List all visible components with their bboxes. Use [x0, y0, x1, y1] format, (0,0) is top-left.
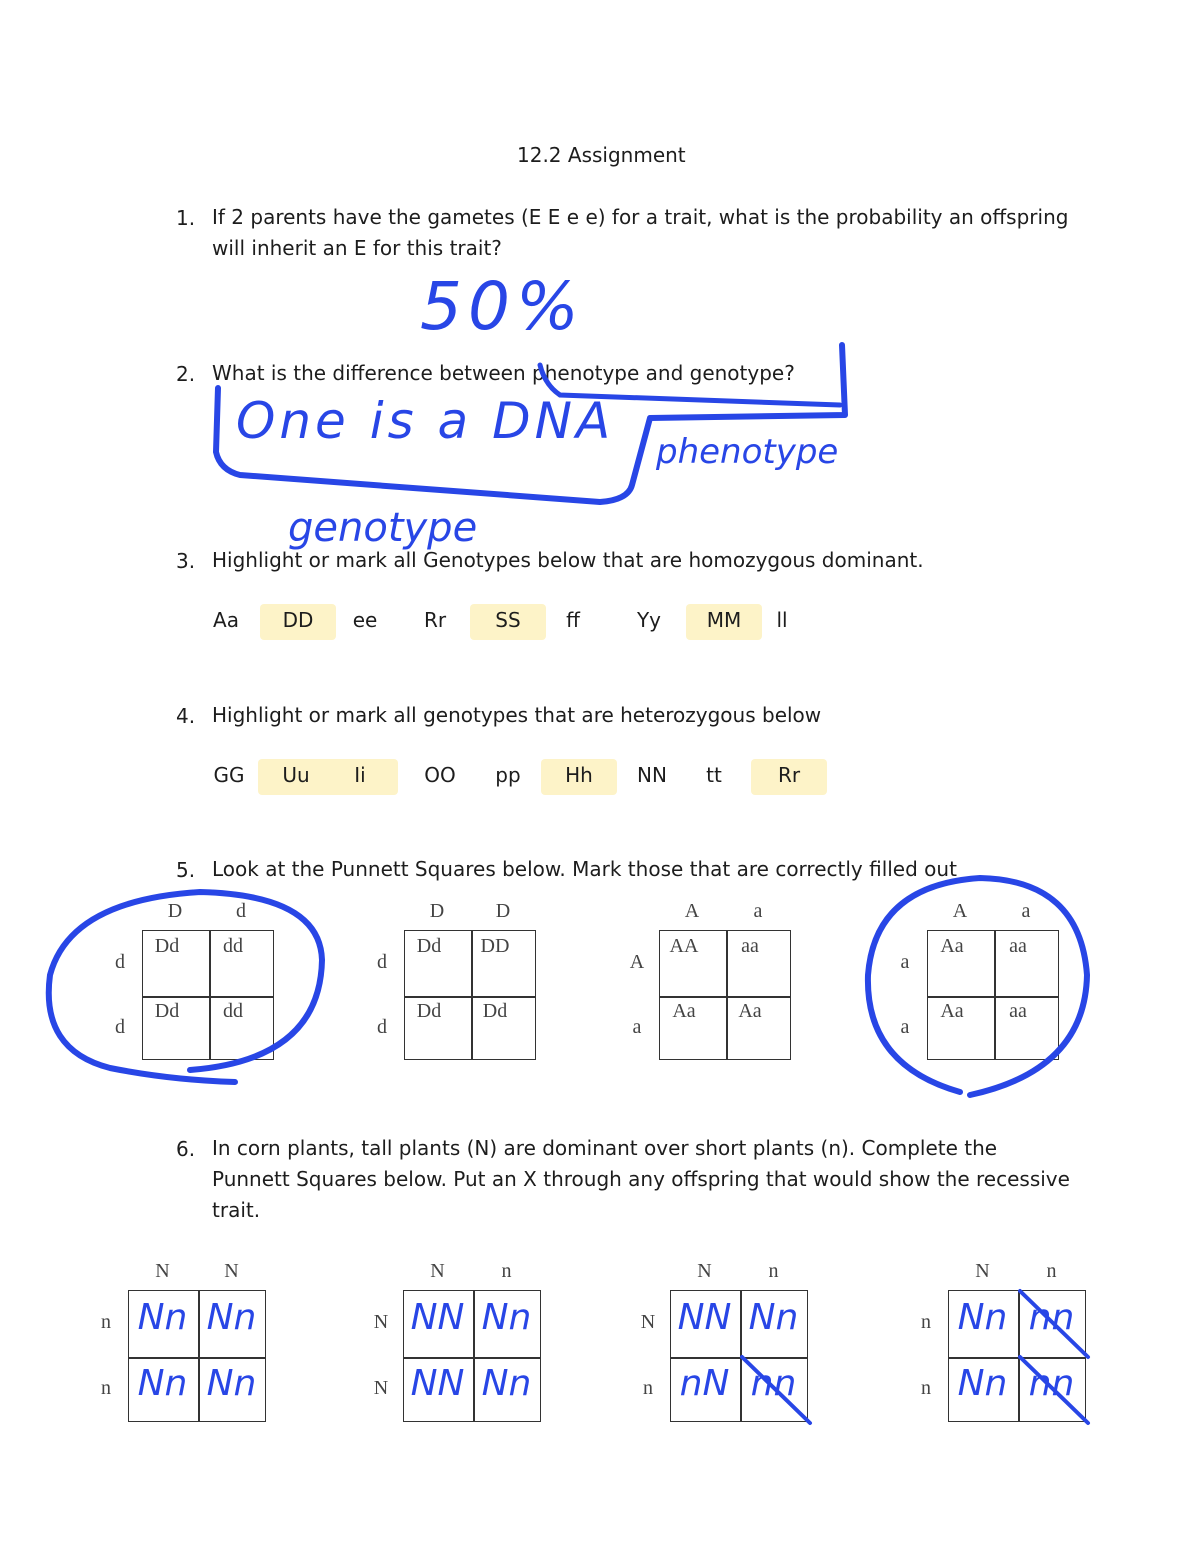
- question-6-number: 6.: [176, 1137, 196, 1161]
- q5-side-allele: d: [115, 1015, 125, 1038]
- q4-genotype: pp: [495, 763, 521, 787]
- question-2-number: 2.: [176, 362, 196, 386]
- q5-cell: Dd: [416, 934, 442, 957]
- q6-handwritten-cell: nN: [679, 1363, 730, 1404]
- q5-top-allele: a: [753, 900, 763, 922]
- q6-side-allele: N: [640, 1311, 656, 1333]
- q6-handwritten-cell: nn: [1028, 1363, 1075, 1404]
- q4-genotype: OO: [424, 763, 456, 787]
- q5-side-allele: d: [115, 950, 125, 973]
- q5-cell: AA: [669, 934, 699, 957]
- q6-handwritten-cell: Nn: [957, 1363, 1008, 1404]
- q5-top-allele: D: [429, 900, 445, 922]
- q2-handwritten-answer: One is a DNA: [236, 392, 615, 450]
- q6-handwritten-cell: NN: [410, 1363, 465, 1404]
- question-1-text: If 2 parents have the gametes (E E e e) for a trait, what is the probability an offspring will inherit an E for this trait?: [212, 205, 1069, 260]
- q4-genotype: GG: [213, 763, 245, 787]
- q5-cell: Aa: [940, 934, 964, 957]
- question-6-text: In corn plants, tall plants (N) are dominant over short plants (n). Complete the Punnett Squares below. Put an X through any offspring that would show the recessive trait.: [212, 1136, 1070, 1222]
- q6-handwritten-cell: Nn: [957, 1297, 1008, 1338]
- q6-side-allele: n: [921, 1311, 931, 1333]
- q3-genotype: ee: [352, 608, 378, 632]
- question-4-number: 4.: [176, 704, 196, 728]
- q4-genotype: Ii: [354, 763, 366, 787]
- q6-top-allele: N: [697, 1260, 712, 1282]
- q6-top-allele: n: [768, 1260, 779, 1282]
- q6-handwritten-cell: Nn: [137, 1297, 188, 1338]
- q6-handwritten-cell: Nn: [481, 1297, 532, 1338]
- q6-top-allele: N: [155, 1260, 170, 1282]
- question-3-text: Highlight or mark all Genotypes below that are homozygous dominant.: [212, 548, 924, 572]
- q5-cell: dd: [223, 999, 243, 1022]
- q5-cell: Dd: [154, 934, 180, 957]
- q6-handwritten-cell: Nn: [206, 1363, 257, 1404]
- q5-top-allele: a: [1021, 900, 1031, 922]
- q6-top-allele: n: [1046, 1260, 1057, 1282]
- page-title: 12.2 Assignment: [517, 143, 686, 167]
- q4-genotype: tt: [706, 763, 722, 787]
- q5-cell: Dd: [416, 999, 442, 1022]
- q6-handwritten-cell: Nn: [481, 1363, 532, 1404]
- q2-handwritten-phenotype: phenotype: [656, 432, 839, 472]
- question-2-text: What is the difference between phenotype and genotype?: [212, 361, 795, 385]
- question-1-number: 1.: [176, 206, 196, 230]
- q6-handwritten-cell: NN: [410, 1297, 465, 1338]
- q5-cell: aa: [1009, 934, 1027, 957]
- question-4-text: Highlight or mark all genotypes that are heterozygous below: [212, 703, 822, 727]
- q6-handwritten-cell: nn: [750, 1363, 797, 1404]
- question-5-text: Look at the Punnett Squares below. Mark those that are correctly filled out: [212, 857, 957, 881]
- q6-side-allele: n: [101, 1377, 111, 1399]
- q5-cell: Aa: [940, 999, 964, 1022]
- q3-genotype: MM: [706, 608, 742, 632]
- q5-side-allele: a: [900, 1015, 910, 1038]
- q4-genotype: Rr: [777, 763, 801, 787]
- q6-side-allele: n: [921, 1377, 931, 1399]
- q4-genotype: Uu: [282, 763, 310, 787]
- q5-top-allele: d: [236, 900, 246, 922]
- q6-top-allele: N: [224, 1260, 239, 1282]
- q4-genotype: Hh: [565, 763, 593, 787]
- q6-side-allele: N: [373, 1311, 389, 1333]
- q5-side-allele: a: [900, 950, 910, 973]
- q5-cell: Dd: [154, 999, 180, 1022]
- question-5-number: 5.: [176, 858, 196, 882]
- q5-circle-4: [868, 878, 1087, 1095]
- q5-cell: aa: [1009, 999, 1027, 1022]
- q5-top-allele: D: [167, 900, 183, 922]
- q3-genotype: ff: [566, 608, 580, 632]
- q5-cell: Dd: [482, 999, 508, 1022]
- q3-genotype: DD: [282, 608, 314, 632]
- q5-cell: Aa: [738, 999, 762, 1022]
- q4-genotype: NN: [637, 763, 667, 787]
- q5-top-allele: A: [684, 900, 700, 922]
- q5-top-allele: A: [952, 900, 968, 922]
- q5-side-allele: A: [629, 950, 645, 973]
- q6-handwritten-cell: Nn: [748, 1297, 799, 1338]
- q6-side-allele: N: [373, 1377, 389, 1399]
- q6-handwritten-cell: nn: [1028, 1297, 1075, 1338]
- question-3-number: 3.: [176, 549, 196, 573]
- q6-handwritten-cell: NN: [677, 1297, 732, 1338]
- q5-top-allele: D: [495, 900, 511, 922]
- q5-cell: DD: [480, 934, 510, 957]
- q2-handwritten-genotype: genotype: [288, 505, 478, 551]
- q2-bracket-stroke: [540, 365, 840, 405]
- q5-side-allele: d: [377, 950, 387, 973]
- q3-genotype: Aa: [213, 608, 239, 632]
- q2-answer-box: [216, 345, 845, 502]
- q1-handwritten-answer: 50%: [420, 268, 585, 345]
- q5-cell: aa: [741, 934, 759, 957]
- q6-top-allele: N: [430, 1260, 445, 1282]
- q6-side-allele: n: [643, 1377, 653, 1399]
- q3-genotype: SS: [495, 608, 521, 632]
- q5-cell: Aa: [672, 999, 696, 1022]
- q6-side-allele: n: [101, 1311, 111, 1333]
- q3-genotype: Yy: [636, 608, 662, 632]
- q6-handwritten-cell: Nn: [137, 1363, 188, 1404]
- q6-handwritten-cell: Nn: [206, 1297, 257, 1338]
- q6-top-allele: n: [501, 1260, 512, 1282]
- q3-genotype: Rr: [423, 608, 447, 632]
- q5-circle-1: [49, 892, 322, 1082]
- q5-cell: dd: [223, 934, 243, 957]
- q5-side-allele: d: [377, 1015, 387, 1038]
- q3-genotype: ll: [776, 608, 788, 632]
- q5-side-allele: a: [632, 1015, 642, 1038]
- q6-top-allele: N: [975, 1260, 990, 1282]
